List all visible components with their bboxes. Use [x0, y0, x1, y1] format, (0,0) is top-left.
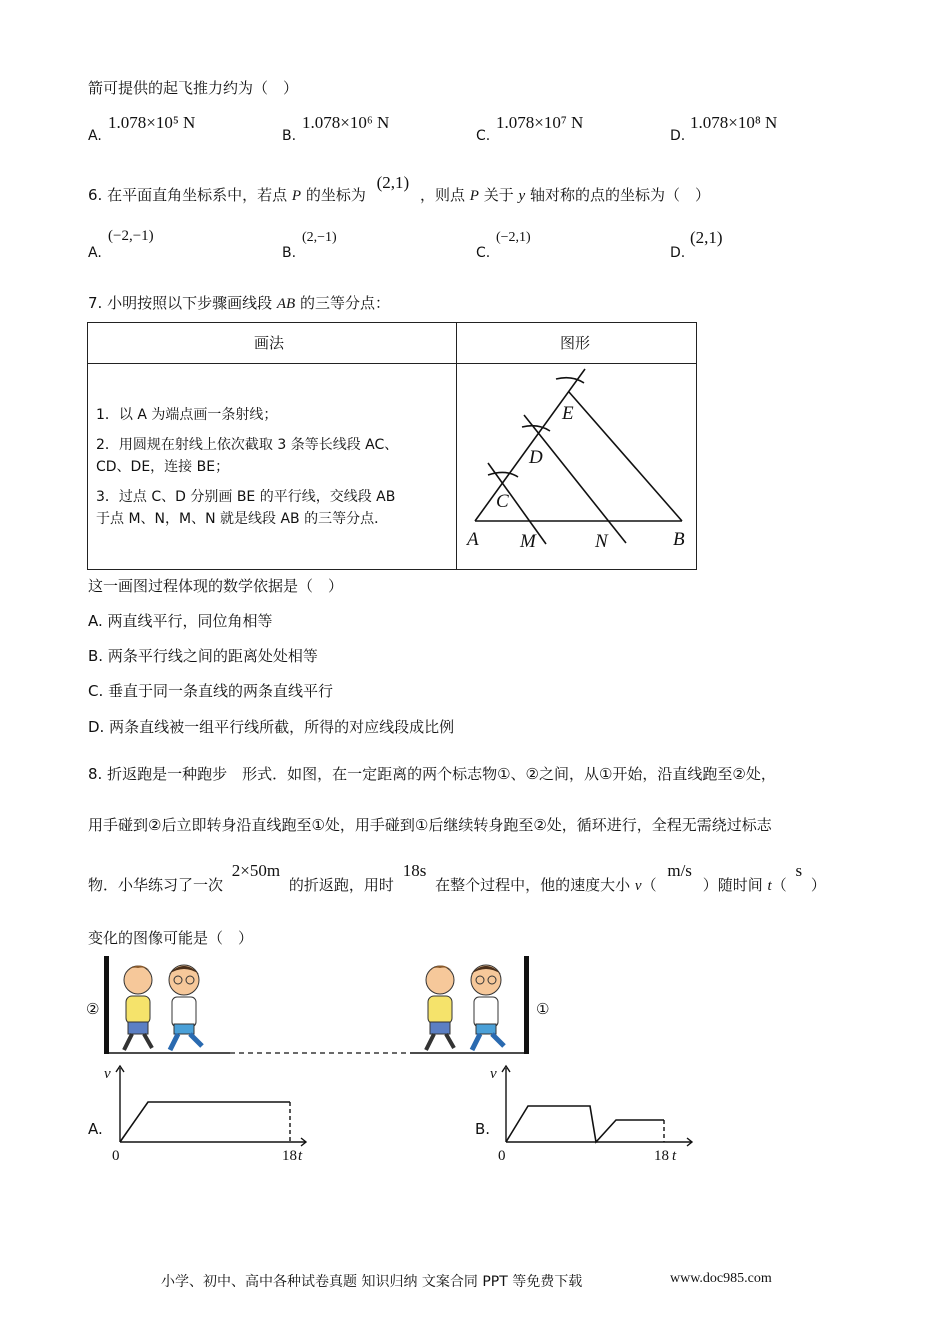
arc-mark-c — [488, 472, 518, 477]
ray-from-a — [475, 369, 585, 521]
q7-step-3a: 3．过点 C、D 分别画 BE 的平行线，交线段 AB — [96, 489, 396, 505]
q5-option-b-letter: B. — [282, 128, 297, 144]
q7-option-b: B. 两条平行线之间的距离处处相等 — [88, 647, 318, 665]
q5-option-a-value: 1.078×10⁵ N — [108, 113, 196, 132]
q7-construction-figure — [458, 365, 694, 567]
q6-option-b-letter: B. — [282, 245, 297, 261]
graph-b-v-label: v — [490, 1066, 497, 1082]
q7-option-d: D. 两条直线被一组平行线所截，所得的对应线段成比例 — [88, 718, 455, 736]
q7-stem: 7. 小明按照以下步骤画线段 AB 的三等分点： — [88, 294, 390, 312]
q5-option-d-value: 1.078×10⁸ N — [690, 113, 778, 132]
q7-table-header-divider — [87, 363, 696, 364]
label-a: A — [467, 529, 479, 550]
q8-distance: 2×50m — [231, 861, 281, 880]
q7-step-3b: 于点 M、N，M、N 就是线段 AB 的三等分点． — [96, 511, 389, 527]
runner-pair-right — [426, 965, 504, 1050]
q6-option-a-letter: A. — [88, 245, 102, 261]
q5-continuation: 箭可提供的起飞推力约为（ ） — [88, 79, 299, 97]
graph-a — [100, 1064, 310, 1170]
q7-table-column-divider — [456, 322, 457, 569]
graph-b-t-label: t — [672, 1148, 677, 1164]
label-d: D — [529, 447, 543, 468]
q7-option-a: A. 两直线平行，同位角相等 — [88, 612, 273, 630]
q6-coord: (2,1) — [376, 173, 410, 192]
graph-b-label: B. — [475, 1120, 491, 1138]
graph-a-origin: 0 — [112, 1148, 120, 1164]
q6-option-a-value: (−2,−1) — [108, 228, 154, 244]
q7-question: 这一画图过程体现的数学依据是（ ） — [88, 577, 344, 595]
q7-header-method: 画法 — [254, 334, 285, 352]
q6-option-d-letter: D. — [670, 245, 686, 261]
q5-option-c-letter: C. — [476, 128, 491, 144]
q8-unit-v: m/s — [667, 861, 692, 880]
graph-b-velocity-line — [506, 1106, 664, 1142]
graph-b-end: 18 — [654, 1148, 669, 1164]
q5-option-a-letter: A. — [88, 128, 102, 144]
footer-site[interactable]: www.doc985.com — [670, 1271, 772, 1286]
graph-a-velocity-line — [120, 1102, 290, 1142]
q8-line-4: 变化的图像可能是（ ） — [88, 929, 254, 947]
q7-step-2a: 2．用圆规在射线上依次截取 3 条等长线段 AC、 — [96, 437, 399, 453]
segment-be — [569, 392, 682, 521]
graph-a-v-label: v — [104, 1066, 111, 1082]
label-e: E — [562, 403, 574, 424]
label-n: N — [595, 531, 608, 552]
q6-option-d-value: (2,1) — [690, 228, 723, 247]
q6-option-c-value: (−2,1) — [496, 230, 531, 245]
marker-2-post — [104, 956, 109, 1054]
graph-a-label: A. — [88, 1120, 103, 1138]
q6-option-c-letter: C. — [476, 245, 491, 261]
q5-option-d-letter: D. — [670, 128, 686, 144]
q8-unit-t: s — [795, 861, 803, 880]
q8-time: 18s — [402, 861, 427, 880]
footer-text: 小学、初中、高中各种试卷真题 知识归纳 文案合同 PPT 等免费下载 — [161, 1274, 583, 1290]
arc-mark-e — [556, 378, 584, 383]
graph-a-end: 18 — [282, 1148, 297, 1164]
q8-line-2: 用手碰到②后立即转身沿直线跑至①处，用手碰到①后继续转身跑至②处，循环进行，全程无需绕过标志 — [88, 816, 772, 834]
shuttle-run-illustration — [80, 950, 560, 1060]
q7-option-c: C. 垂直于同一条直线的两条直线平行 — [88, 682, 334, 700]
q8-line-3: 物．小华练习了一次 2×50m 的折返跑，用时 18s 在整个过程中，他的速度大小 v（ m/s ）随时间 t（ s ） — [88, 861, 826, 894]
q7-step-1: 1．以 A 为端点画一条射线； — [96, 407, 278, 423]
graph-b — [486, 1064, 696, 1170]
graph-a-t-label: t — [298, 1148, 303, 1164]
label-m: M — [520, 531, 536, 552]
q5-option-c-value: 1.078×10⁷ N — [496, 113, 584, 132]
label-c: C — [496, 491, 509, 512]
q7-header-figure: 图形 — [560, 334, 591, 352]
marker-1-post — [524, 956, 529, 1054]
q6-stem: 6. 在平面直角坐标系中，若点 P 的坐标为 (2,1) ，则点 P 关于 y 轴对称的点的坐标为（ ） — [88, 173, 710, 204]
marker-2-label: ② — [86, 1000, 100, 1018]
graph-b-origin: 0 — [498, 1148, 506, 1164]
label-b: B — [673, 529, 685, 550]
q8-line-1: 8. 折返跑是一种跑步 形式．如图，在一定距离的两个标志物①、②之间，从①开始，沿直线跑至②处， — [88, 765, 776, 783]
runner-pair-left — [124, 965, 202, 1050]
parallel-through-d — [524, 415, 626, 543]
q7-step-2b: CD、DE，连接 BE； — [96, 459, 230, 475]
marker-1-label: ① — [536, 1000, 550, 1018]
q6-option-b-value: (2,−1) — [302, 230, 337, 245]
q5-option-b-value: 1.078×10⁶ N — [302, 113, 390, 132]
